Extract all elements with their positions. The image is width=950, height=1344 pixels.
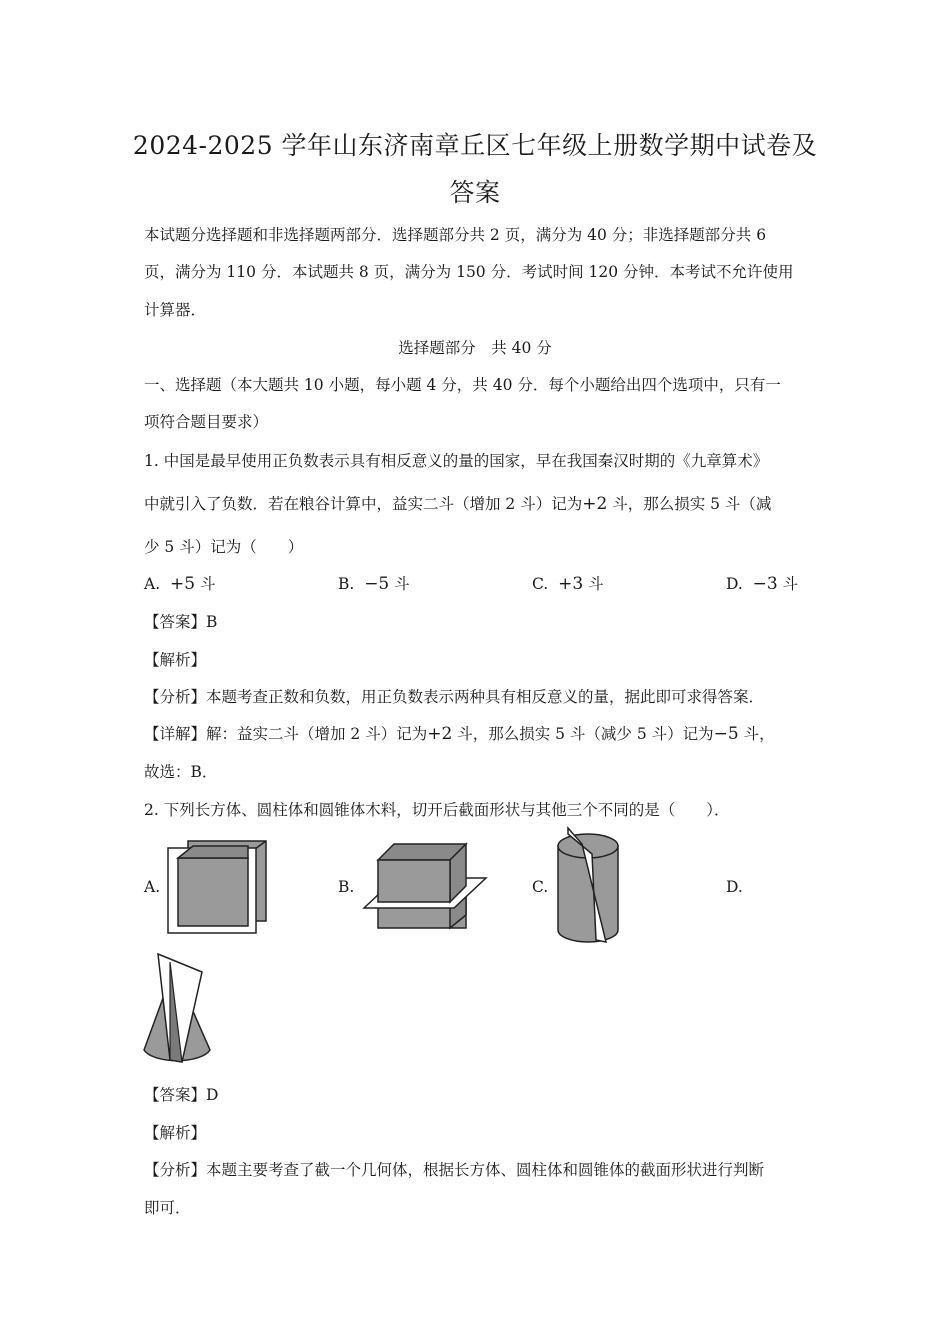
q1-stem-line-3: 少 5 斗）记为（ ）: [144, 538, 304, 556]
q2-option-c-label: C.: [532, 878, 549, 896]
q1-stem-text-end: 斗，那么损实 5 斗（减: [607, 495, 772, 513]
q2-option-a-label: A.: [144, 878, 161, 896]
intro-line-1: 本试题分选择题和非选择题两部分．选择题部分共 2 页，满分为 40 分；非选择题部分共 6: [144, 226, 767, 244]
option-letter: C.: [532, 575, 549, 593]
option-letter: A.: [144, 575, 161, 593]
option-unit: 斗: [777, 575, 799, 593]
q1-option-a: [144, 572, 215, 594]
q1-analysis-header: 【解析】: [144, 651, 207, 669]
option-letter: D.: [726, 575, 743, 593]
q2-analysis-line-2: 即可．: [144, 1199, 191, 1217]
intro-line-2: 页，满分为 110 分．本试题共 8 页，满分为 150 分．考试时间 120 分钟．本考试不允许使用: [144, 263, 794, 281]
q2-answer: 【答案】D: [144, 1086, 219, 1104]
figure-d-cone-vertical-cut: [140, 950, 216, 1068]
q1-conclusion: 故选：B．: [144, 763, 218, 781]
option-unit: 斗: [195, 575, 216, 593]
part-one-line-2: 项符合题目要求）: [144, 413, 269, 431]
q1-option-b: [338, 572, 410, 594]
intro-line-3: 计算器．: [144, 301, 207, 319]
option-value: −3: [752, 574, 778, 594]
q2-analysis-header: 【解析】: [144, 1124, 207, 1142]
figure-a-cuboid-vertical-cut: [164, 836, 268, 936]
detail-text: 【详解】解：益实二斗（增加 2 斗）记为: [144, 725, 428, 743]
q1-stem-math: +2: [582, 494, 608, 514]
document-title-line2: 答案: [449, 178, 501, 207]
option-unit: 斗: [389, 575, 410, 593]
option-unit: 斗: [583, 575, 604, 593]
q2-option-b-label: B.: [338, 878, 355, 896]
q1-option-c: [532, 572, 604, 594]
document-title-line1: 2024-2025 学年山东济南章丘区七年级上册数学期中试卷及: [132, 131, 818, 160]
q1-analysis: 【分析】本题考查正数和负数，用正负数表示两种具有相反意义的量，据此即可求得答案．: [144, 688, 765, 706]
part-one-line-1: 一、选择题（本大题共 10 小题，每小题 4 分，共 40 分．每个小题给出四个选项中，只有一: [144, 376, 781, 394]
q2-stem: 2. 下列长方体、圆柱体和圆锥体木料，切开后截面形状与其他三个不同的是（ ）．: [144, 801, 730, 819]
detail-math: +2: [427, 724, 453, 744]
q2-option-d-label: D.: [726, 878, 743, 896]
figure-c-cylinder-vertical-cut: [552, 826, 624, 946]
section-header: 选择题部分 共 40 分: [398, 339, 552, 357]
detail-text: 斗，: [738, 725, 775, 743]
q1-option-d: [726, 572, 798, 594]
figure-b-cuboid-horizontal-cut: [362, 840, 488, 932]
detail-math: −5: [713, 724, 739, 744]
q2-analysis-line-1: 【分析】本题主要考查了截一个几何体，根据长方体、圆柱体和圆锥体的截面形状进行判断: [144, 1161, 765, 1179]
option-letter: B.: [338, 575, 355, 593]
option-value: −5: [364, 574, 390, 594]
option-value: +3: [558, 574, 584, 594]
q1-stem-text: 中就引入了负数．若在粮谷计算中，益实二斗（增加 2 斗）记为: [144, 495, 583, 513]
q1-detail: [144, 722, 775, 744]
detail-text: 斗，那么损实 5 斗（减少 5 斗）记为: [452, 725, 714, 743]
q1-stem-line-2: [144, 492, 771, 514]
q1-stem-line-1: 1. 中国是最早使用正负数表示具有相反意义的量的国家，早在我国秦汉时期的《九章算术》: [144, 452, 769, 470]
option-value: +5: [169, 574, 196, 594]
q1-answer: 【答案】B: [144, 613, 218, 631]
